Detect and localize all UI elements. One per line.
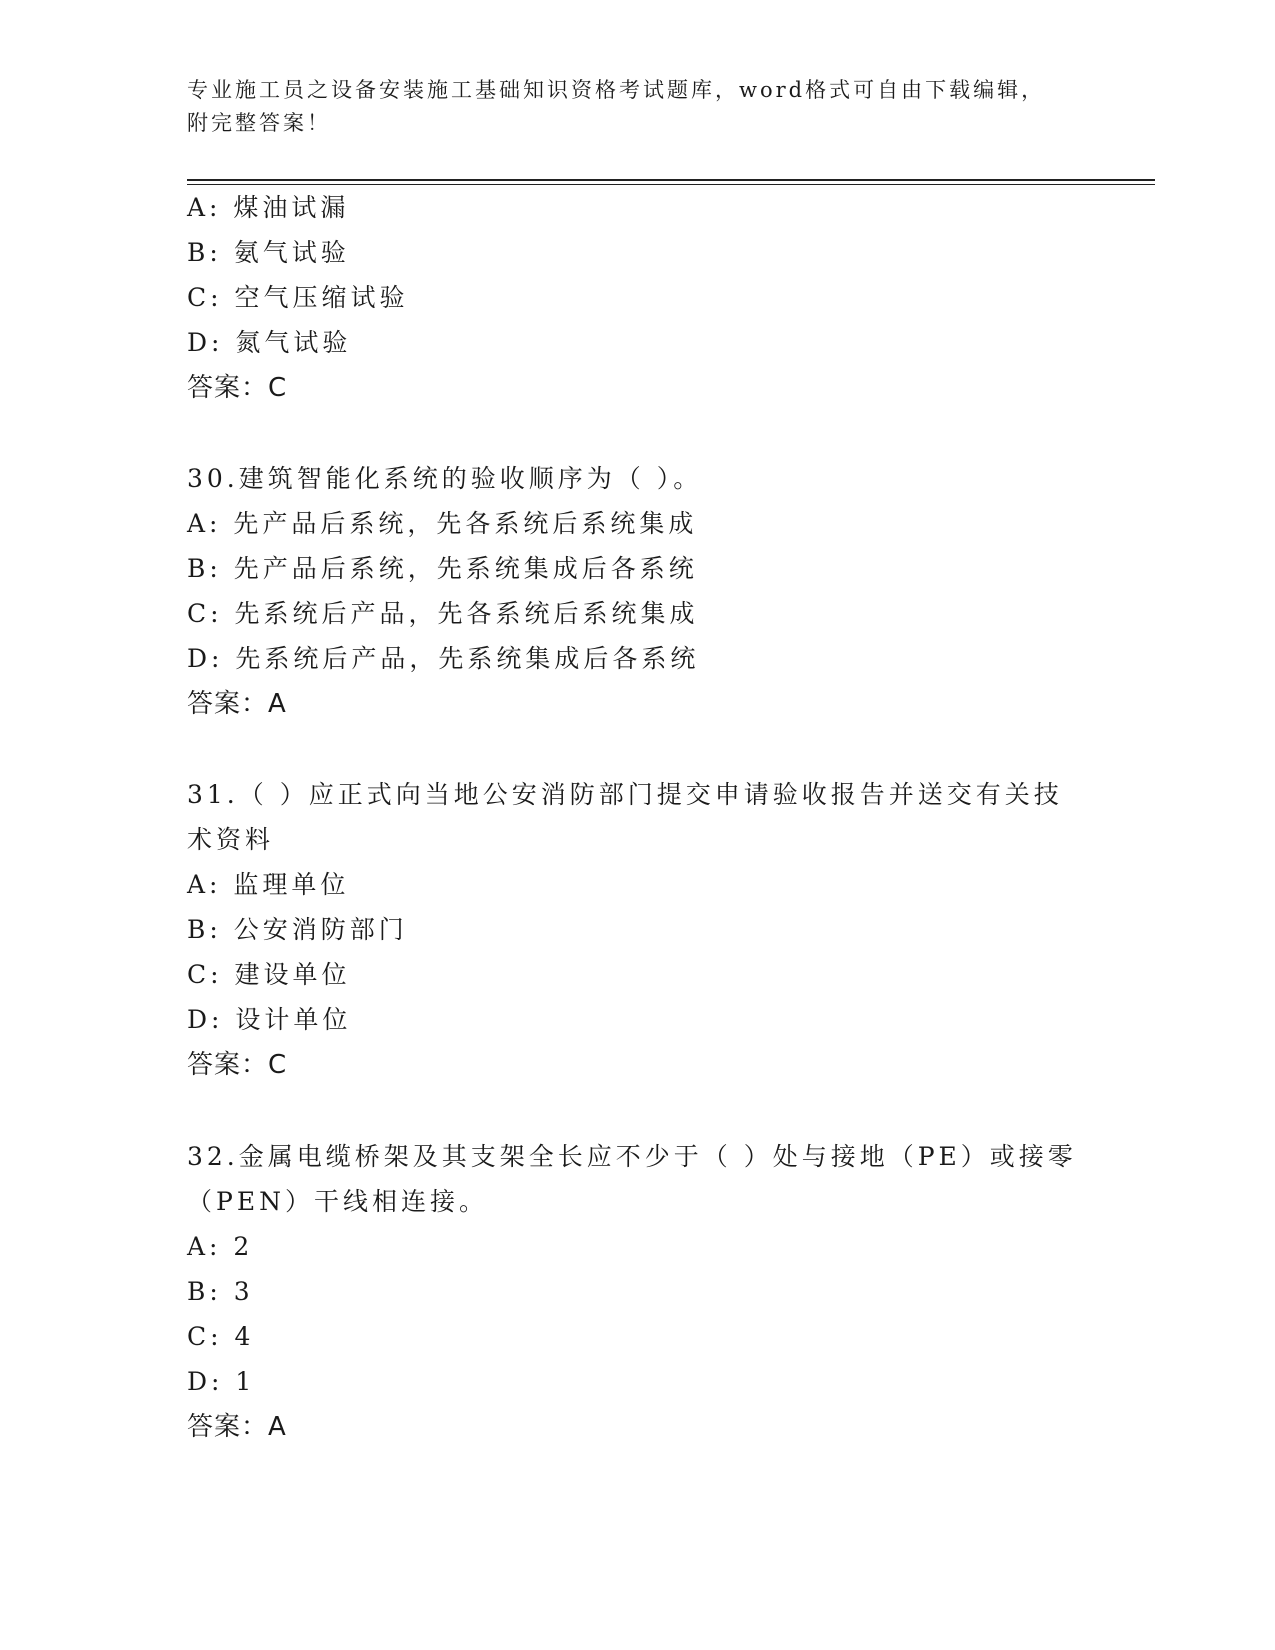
q32-stem-line-2: （PEN）干线相连接。 <box>187 1187 488 1216</box>
q31-option-c: C: 建设单位 <box>187 960 351 989</box>
q29-option-c: C: 空气压缩试验 <box>187 283 409 312</box>
q30-option-c: C: 先系统后产品，先各系统后系统集成 <box>187 599 699 628</box>
q30-option-b: B: 先产品后系统，先系统集成后各系统 <box>187 554 698 583</box>
q32-option-b: B: 3 <box>187 1277 254 1306</box>
q29-option-a: A: 煤油试漏 <box>187 193 350 222</box>
q31-answer: 答案：C <box>187 1050 288 1080</box>
q29-answer: 答案：C <box>187 373 288 403</box>
q32-option-d: D: 1 <box>187 1367 256 1396</box>
q32-answer: 答案：A <box>187 1412 287 1442</box>
q30-answer: 答案：A <box>187 689 287 719</box>
header-line-1: 专业施工员之设备安装施工基础知识资格考试题库，word格式可自由下载编辑， <box>187 78 1046 102</box>
q31-option-a: A: 监理单位 <box>187 870 350 899</box>
q29-option-d: D: 氮气试验 <box>187 328 352 357</box>
q31-stem-line-2: 术资料 <box>187 825 275 854</box>
q30-stem: 30.建筑智能化系统的验收顺序为（ ）。 <box>187 464 703 493</box>
q31-stem-line-1: 31.（ ）应正式向当地公安消防部门提交申请验收报告并送交有关技 <box>187 780 1063 809</box>
q30-option-a: A: 先产品后系统，先各系统后系统集成 <box>187 509 698 538</box>
q32-stem-line-1: 32.金属电缆桥架及其支架全长应不少于（ ）处与接地（PE）或接零 <box>187 1142 1077 1171</box>
header-divider-thin <box>187 184 1155 185</box>
q30-option-d: D: 先系统后产品，先系统集成后各系统 <box>187 644 700 673</box>
header-divider-thick <box>187 179 1155 181</box>
q31-option-b: B: 公安消防部门 <box>187 915 408 944</box>
q31-option-d: D: 设计单位 <box>187 1005 352 1034</box>
q32-option-a: A: 2 <box>187 1232 254 1261</box>
document-header <box>187 74 1087 140</box>
q29-option-b: B: 氨气试验 <box>187 238 350 267</box>
q32-option-c: C: 4 <box>187 1322 255 1351</box>
header-line-2: 附完整答案！ <box>187 111 331 135</box>
